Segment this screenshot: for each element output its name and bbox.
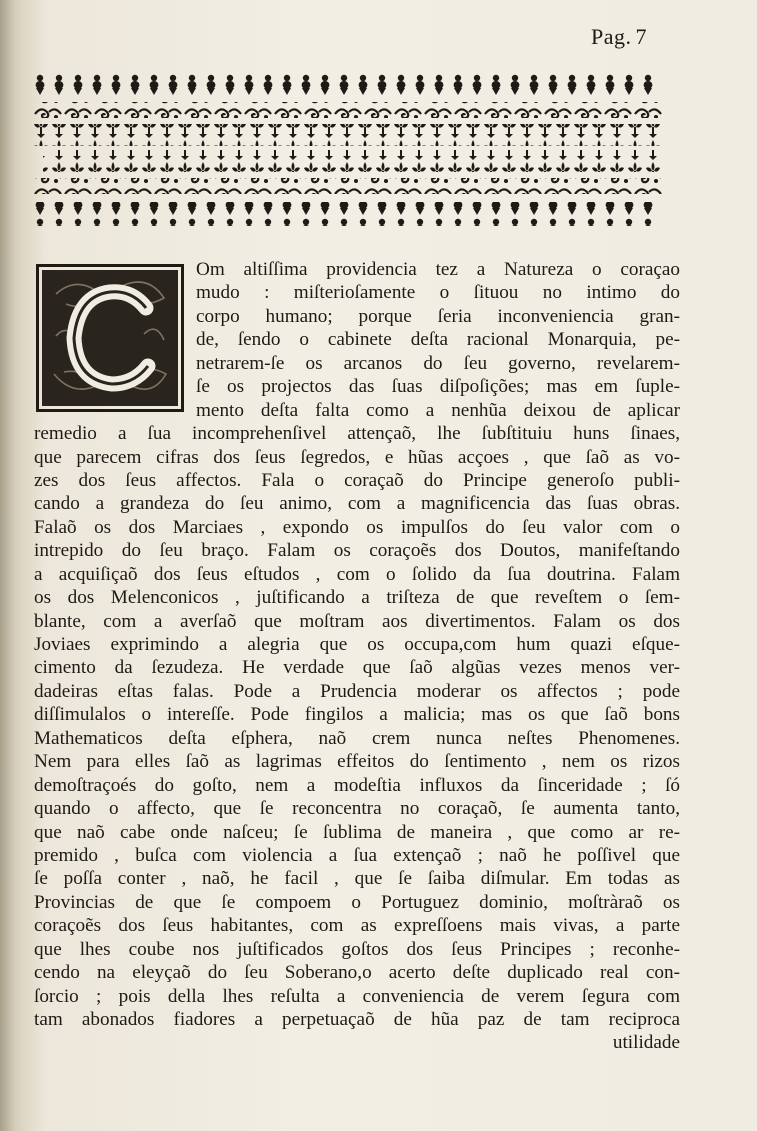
body-text [34,258,680,1055]
page-number [591,24,647,50]
text-line: Provincias de que ſe compoem o Portuguez dominio, moſtràraõ os [34,891,680,913]
text-line: coraçoẽs dos ſeus habitantes, com as expreſſoens mais vivas, a parte [34,915,680,937]
text-line: os dos Melenconicos , juſtificando a triſteza de que reveſtem o ſem- [34,587,680,609]
text-line: Nem para elles ſaõ as lagrimas effeitos do ſentimento , nem os rizos [34,751,680,773]
text-line: intrepido do ſeu braço. Falam os coraçoẽs dos Doutos, manifeſtando [34,540,680,562]
text-line: que lhes coube nos juſtificados goſtos dos ſeus Principes ; reconhe- [34,938,680,960]
page-label: Pag. [591,24,632,49]
text-line: ſe poſſa conter , naõ, he facil , que ſe ſaiba diſmular. Em todas as [34,868,680,890]
text-line: Mathematicos deſta eſphera, naõ crem nunca neſtes Phenomenes. [34,727,680,749]
catchword: utilidade [612,1032,680,1054]
text-line: cendo na eleyçaõ do ſeu Soberano,o acerto deſte duplicado real con- [34,962,680,984]
text-line: demoſtraçoés do goſto, nem a modeſtia influxos da ſinceridade ; ſó [34,774,680,796]
page-gutter-shadow [0,0,22,1131]
text-line: zes dos ſeus affectos. Fala o coraçaõ do Principe generoſo publi- [34,469,680,491]
page-number-value: 7 [635,24,647,49]
text-line: a acquiſiçaõ dos ſeus eſtudos , com o ſolido da ſua doutrina. Falam [34,563,680,585]
text-line: blante, com a averſaõ que moſtram aos divertimentos. Falam os dos [34,610,680,632]
text-line: cando a grandeza do ſeu animo, com a magnificencia das ſuas obras. [34,493,680,515]
fleuron-ornament-band [34,74,662,240]
text-line: ſorcio ; pois della lhes reſulta a conveniencia de verem ſegura com [34,985,680,1007]
text-line: Falaõ os dos Marciaes , expondo os impulſos do ſeu valor com o [34,516,680,538]
text-line: mento deſta falta como a nenhũa deixou de aplicar [196,399,680,421]
text-line: diſſimulalos o intereſſe. Pode fingilos a malicia; mas os que ſaõ bons [34,704,680,726]
text-line: corpo humano; porque ſeria inconveniencia gran- [196,305,680,327]
text-line: quando o affecto, que ſe reconcentra no coraçaõ, ſe aumenta tanto, [34,798,680,820]
text-line: remedio a ſua incomprehenſivel attençaõ, lhe ſubſtituiu huns ſinaes, [34,423,680,445]
text-line: mudo : miſterioſamente o ſituou no intimo do [196,282,680,304]
text-line: Joviaes exprimindo a alegria que os occupa,com hum quazi eſque- [34,634,680,655]
text-line: cimento da ſezudeza. He verdade que ſaõ algũas vezes menos ver- [34,657,680,679]
text-line: dadeiras eſtas falas. Pode a Prudencia moderar os affectos ; pode [34,680,680,702]
text-line: ſe os projectos das ſuas diſpoſições; mas em ſuple- [196,376,680,398]
text-line: tam abonados fiadores a perpetuaçaõ de hũa paz de tam reciproca [34,1009,680,1030]
text-line: de, ſendo o cabinete deſta racional Monarquia, pe- [196,329,680,351]
text-line: netrarem-ſe os arcanos do ſeu governo, revelarem- [196,352,680,374]
text-line: Om altiſſima providencia tez a Natureza o coraçao [196,259,680,280]
text-line: que parecem cifras dos ſeus ſegredos, e hũas acçoes , que ſaõ as vo- [34,446,680,468]
text-line: que naõ cabe onde naſceu; ſe ſublima de maneira , que como ar re- [34,821,680,843]
text-line: premido , buſca com violencia a ſua extençaõ ; naõ he poſſivel que [34,844,680,866]
